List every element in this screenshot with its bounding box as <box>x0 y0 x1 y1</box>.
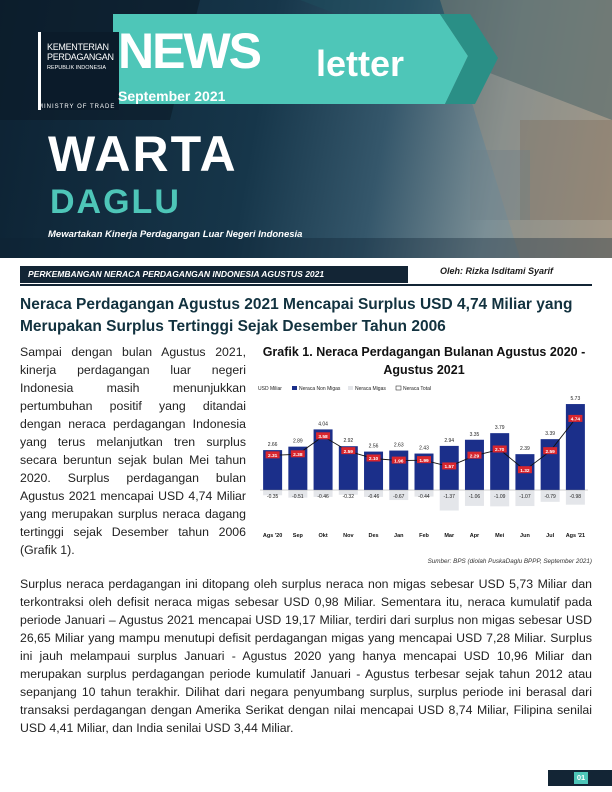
chart-unit-label: USD Miliar <box>258 386 282 392</box>
x-tick-label: Feb <box>419 533 429 539</box>
article-headline: Neraca Perdagangan Agustus 2021 Mencapai Surplus USD 4,74 Miliar yang Merupakan Surplus Tertinggi Sejak Desember Tahun 2006 <box>20 296 573 335</box>
legend-label-2: Neraca Total <box>403 386 431 392</box>
label-non-migas: 5.73 <box>570 396 581 403</box>
x-tick-label: Jun <box>520 533 530 539</box>
total-label: 2.59 <box>545 449 555 455</box>
ministry-of-trade: MINISTRY OF TRADE <box>38 104 116 110</box>
label-migas: -1.07 <box>519 494 531 500</box>
label-migas: -0.46 <box>317 494 329 500</box>
legend-label-0: Neraca Non Migas <box>299 386 341 392</box>
total-label: 1.99 <box>419 458 429 464</box>
total-label: 3.58 <box>318 435 328 440</box>
tagline: Mewartakan Kinerja Perdagangan Luar Negeri Indonesia <box>48 229 303 240</box>
x-tick-label: Apr <box>469 533 480 539</box>
label-migas: -1.09 <box>493 494 506 500</box>
x-tick-label: Mar <box>444 533 455 539</box>
legend-swatch-0 <box>292 386 297 390</box>
label-migas: -0.44 <box>418 494 430 500</box>
label-migas: -0.98 <box>569 494 582 500</box>
label-non-migas: 2.66 <box>267 442 278 449</box>
masthead-banner <box>0 0 612 258</box>
bar-non-migas <box>465 440 484 490</box>
ministry-logo <box>38 32 119 110</box>
label-non-migas: 3.79 <box>494 425 505 432</box>
x-tick-label: Jul <box>546 533 555 539</box>
label-migas: -1.06 <box>468 494 481 500</box>
total-label: 4.74 <box>570 417 581 423</box>
bar-non-migas <box>541 439 560 490</box>
chart-source: Sumber: BPS (diolah PuskaDaglu BPPP, September 2021) <box>427 558 592 565</box>
logo-line-3: REPUBLIK INDONESIA <box>47 65 106 71</box>
total-label: 2.38 <box>293 453 303 458</box>
legend-swatch-2 <box>396 386 401 390</box>
label-migas: -0.35 <box>266 494 279 500</box>
label-migas: -0.51 <box>292 494 304 500</box>
label-non-migas: 3.39 <box>545 431 556 438</box>
logo-line-1: KEMENTERIAN <box>47 42 109 52</box>
x-tick-label: Jan <box>394 533 404 539</box>
label-non-migas: 2.43 <box>419 445 429 452</box>
total-label: 1.32 <box>520 468 530 474</box>
bar-non-migas <box>389 451 408 490</box>
issue-month: September 2021 <box>118 88 226 104</box>
x-tick-label: Ags '21 <box>565 533 586 539</box>
label-non-migas: 2.89 <box>292 438 303 445</box>
label-non-migas: 2.92 <box>343 438 354 445</box>
total-label: 2.31 <box>267 454 278 460</box>
label-migas: -1.37 <box>443 494 455 500</box>
label-migas: -0.46 <box>367 494 380 500</box>
author: Oleh: Rizka Isditami Syarif <box>440 266 554 276</box>
x-tick-label: Ags '20 <box>262 533 283 539</box>
total-label: 2.10 <box>368 457 379 463</box>
page-number: 01 <box>574 772 588 784</box>
legend-label-1: Neraca Migas <box>355 386 386 392</box>
x-tick-label: Nov <box>343 533 354 539</box>
total-label: 2.70 <box>495 448 505 454</box>
bar-non-migas <box>490 433 509 490</box>
label-non-migas: 4.04 <box>318 421 328 428</box>
label-non-migas: 2.94 <box>444 437 455 444</box>
label-non-migas: 2.56 <box>368 443 379 450</box>
article-paragraph-1: Sampai dengan bulan Agustus 2021, kinerja perdagangan luar negeri Indonesia masih menunjukkan pertumbuhan positif yang ditandai dengan neraca perdagangan Indonesia yang terus melanjutkan tren surplus secara beruntun sejak bulan Mei tahun 2020. Surplus perdagangan bulan Agustus 2021 mencapai USD 4,74 Miliar yang merupakan surplus neraca dagang tertinggi sejak Desember tahun 2006 (Grafik 1). <box>20 345 246 557</box>
article-paragraph-2: Surplus neraca perdagangan ini ditopang oleh surplus neraca non migas sebesar USD 5,73 Miliar dan terkontraksi oleh defisit neraca migas sebesar USD 0,98 Miliar. Sementara itu, neraca kumulatif pada periode Januari – Agustus 2021 mencapai USD 19,17 Miliar, terdiri dari surplus non migas sebesar USD 26,65 Miliar yang mampu menutupi defisit perdagangan migas yang mencapai USD 7,28 Miliar. Surplus ini jauh melampaui surplus Januari - Agustus 2020 yang hanya mencapai USD 10,96 Miliar dan merupakan surplus perdagangan periode kumulatif Januari - Agustus terbesar sejak tahun 2012 atau sepanjang 10 tahun terakhir. Dilihat dari negara penyumbang surplus, surplus periode ini berasal dari transaksi perdagangan dengan Amerika Serikat dengan nilai mencapai USD 8,74 Miliar, Filipina senilai USD 4,41 Miliar, dan India senilai USD 3,44 Miliar. <box>20 577 592 735</box>
logo-line-2: PERDAGANGAN <box>47 52 114 62</box>
total-label: 1.96 <box>394 459 404 465</box>
title-daglu: DAGLU <box>50 183 181 221</box>
x-tick-label: Des <box>368 533 379 539</box>
total-label: 1.57 <box>444 465 454 471</box>
label-non-migas: 3.35 <box>469 431 480 438</box>
label-non-migas: 2.63 <box>393 442 404 449</box>
total-label: 2.29 <box>469 454 480 460</box>
newsletter-letter: letter <box>316 43 405 84</box>
label-migas: -0.67 <box>393 494 405 500</box>
label-migas: -0.79 <box>544 494 556 500</box>
legend-swatch-1 <box>348 386 353 390</box>
x-tick-label: Okt <box>318 533 328 539</box>
label-migas: -0.32 <box>342 494 355 500</box>
section-divider <box>20 284 592 286</box>
section-title: PERKEMBANGAN NERACA PERDAGANGAN INDONESIA AGUSTUS 2021 <box>20 266 408 283</box>
x-tick-label: Sep <box>292 533 303 539</box>
title-warta: WARTA <box>48 126 238 182</box>
chart-title: Grafik 1. Neraca Perdagangan Bulanan Agustus 2020 - Agustus 2021 <box>262 345 586 377</box>
newsletter-news: NEWS <box>118 23 260 79</box>
total-label: 2.59 <box>343 449 353 455</box>
trade-balance-chart <box>256 382 592 542</box>
x-tick-label: Mei <box>495 533 505 539</box>
label-non-migas: 2.39 <box>520 446 530 453</box>
